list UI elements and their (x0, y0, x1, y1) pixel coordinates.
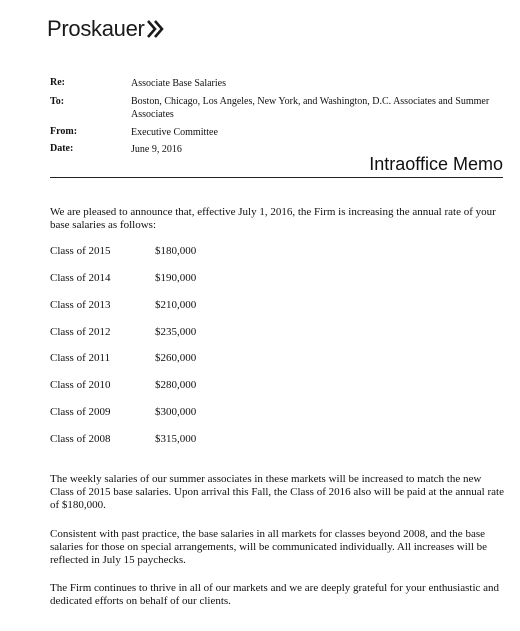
intro-paragraph: We are pleased to announce that, effective July 1, 2016, the Firm is increasing the annual rate of your base salaries as follows: (50, 206, 496, 231)
firm-logo (47, 14, 166, 44)
salary-amount: $260,000 (155, 352, 197, 364)
date-label: Date: (50, 143, 74, 154)
salary-class: Class of 2009 (50, 406, 111, 418)
salary-amount: $300,000 (155, 406, 197, 418)
re-label: Re: (50, 77, 65, 88)
to-value: Boston, Chicago, Los Angeles, New York, and Washington, D.C. Associates and Summer Associates (131, 96, 490, 120)
to-label: To: (50, 96, 65, 107)
salary-class: Class of 2013 (50, 299, 111, 311)
salary-class: Class of 2011 (50, 352, 111, 364)
from-value: Executive Committee (131, 127, 218, 138)
past-practice-paragraph: Consistent with past practice, the base salaries in all markets for classes beyond 2008, and the base salaries for those on special arrangements, will be communicated individually. All increases will be reflected in July 15 paychecks. (50, 528, 488, 566)
date-value: June 9, 2016 (131, 144, 182, 155)
double-chevron-icon (146, 18, 166, 40)
salary-class: Class of 2015 (50, 245, 111, 257)
re-value: Associate Base Salaries (131, 78, 226, 89)
header-divider (50, 177, 503, 178)
salary-class: Class of 2014 (50, 272, 111, 284)
salary-amount: $315,000 (155, 433, 197, 445)
summer-associates-paragraph: The weekly salaries of our summer associates in these markets will be increased to match the new Class of 2015 base salaries. Upon arrival this Fall, the Class of 2016 also will be paid at the annual rate of $180,000. (50, 473, 504, 511)
salary-amount: $210,000 (155, 299, 197, 311)
salary-amount: $180,000 (155, 245, 197, 257)
salary-amount: $190,000 (155, 272, 197, 284)
salary-class: Class of 2008 (50, 433, 111, 445)
from-label: From: (50, 126, 78, 137)
closing-paragraph: The Firm continues to thrive in all of our markets and we are deeply grateful for your enthusiastic and dedicated efforts on behalf of our clients. (50, 582, 500, 607)
salary-amount: $235,000 (155, 326, 197, 338)
salary-class: Class of 2012 (50, 326, 111, 338)
salary-class: Class of 2010 (50, 379, 111, 391)
salary-amount: $280,000 (155, 379, 197, 391)
logo-text: Proskauer (47, 16, 145, 41)
memo-title: Intraoffice Memo (369, 154, 503, 174)
